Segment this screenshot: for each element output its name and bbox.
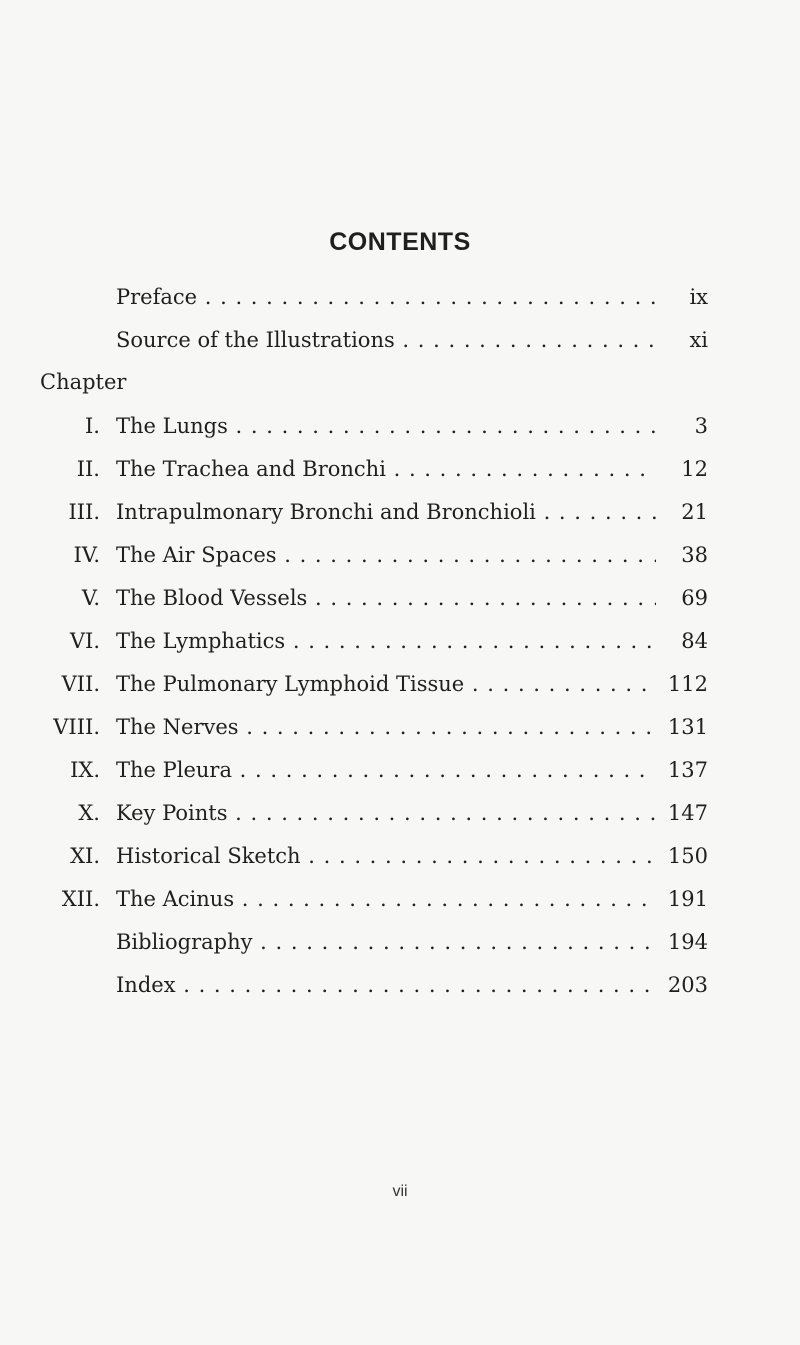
toc-entry-label: The Air Spaces — [116, 543, 277, 567]
toc-entry-label: Bibliography — [116, 930, 253, 954]
toc-entry-chapter — [0, 586, 800, 616]
toc-entry-chapter — [0, 801, 800, 831]
toc-entry-page: xi — [689, 328, 708, 352]
chapter-number: VII. — [61, 672, 100, 696]
toc-entry-label: Key Points — [116, 801, 228, 825]
toc-entry-label: Historical Sketch — [116, 844, 301, 868]
chapter-number: VIII. — [53, 715, 100, 739]
toc-entry-label: The Trachea and Bronchi — [116, 457, 386, 481]
toc-entry-chapter — [0, 715, 800, 745]
toc-entry-chapter — [0, 414, 800, 444]
toc-entry-chapter — [0, 457, 800, 487]
toc-entry-label: Intrapulmonary Bronchi and Bronchioli — [116, 500, 536, 524]
page-number: vii — [392, 1183, 408, 1200]
chapter-number: I. — [85, 414, 100, 438]
toc-entry-chapter — [0, 887, 800, 917]
toc-entry-chapter — [0, 543, 800, 573]
toc-entry-page: ix — [689, 285, 708, 309]
toc-entry-page: 21 — [681, 500, 708, 524]
toc-entry-label: Preface — [116, 285, 198, 309]
chapter-number: V. — [81, 586, 100, 610]
toc-entry-label: The Nerves — [116, 715, 239, 739]
toc-entry-label: The Blood Vessels — [116, 586, 308, 610]
toc-entry-chapter — [0, 672, 800, 702]
toc-entry-page: 137 — [667, 758, 708, 782]
toc-entry-index — [0, 973, 800, 1003]
toc-entry-page: 191 — [667, 887, 708, 911]
chapter-number: II. — [76, 457, 100, 481]
toc-entry-illustrations — [0, 328, 800, 358]
chapter-number: X. — [78, 801, 100, 825]
toc-entry-bibliography — [0, 930, 800, 960]
toc-entry-page: 69 — [681, 586, 708, 610]
toc-entry-label: The Lungs — [116, 414, 228, 438]
toc-entry-chapter — [0, 844, 800, 874]
toc-entry-page: 203 — [667, 973, 708, 997]
chapter-number: III. — [68, 500, 100, 524]
toc-entry-page: 147 — [667, 801, 708, 825]
toc-entry-label: The Lymphatics — [116, 629, 286, 653]
toc-entry-page: 112 — [667, 672, 708, 696]
toc-entry-chapter — [0, 758, 800, 788]
toc-entry-page: 38 — [681, 543, 708, 567]
toc-entry-chapter — [0, 629, 800, 659]
page-title: CONTENTS — [329, 228, 471, 256]
chapter-heading: Chapter — [40, 370, 127, 394]
toc-entry-page: 131 — [667, 715, 708, 739]
chapter-number: VI. — [69, 629, 100, 653]
chapter-number: IV. — [73, 543, 100, 567]
toc-entry-chapter — [0, 500, 800, 530]
chapter-number: IX. — [70, 758, 100, 782]
toc-entry-page: 12 — [681, 457, 708, 481]
toc-entry-preface — [0, 285, 800, 315]
toc-entry-label: Source of the Illustrations — [116, 328, 395, 352]
toc-entry-label: The Pleura — [116, 758, 232, 782]
toc-entry-page: 194 — [667, 930, 708, 954]
toc-entry-page: 84 — [681, 629, 708, 653]
chapter-number: XII. — [61, 887, 100, 911]
toc-entry-page: 3 — [694, 414, 708, 438]
toc-entry-label: The Acinus — [116, 887, 235, 911]
toc-entry-label: The Pulmonary Lymphoid Tissue — [116, 672, 465, 696]
toc-entry-page: 150 — [667, 844, 708, 868]
chapter-number: XI. — [70, 844, 100, 868]
toc-entry-label: Index — [116, 973, 176, 997]
